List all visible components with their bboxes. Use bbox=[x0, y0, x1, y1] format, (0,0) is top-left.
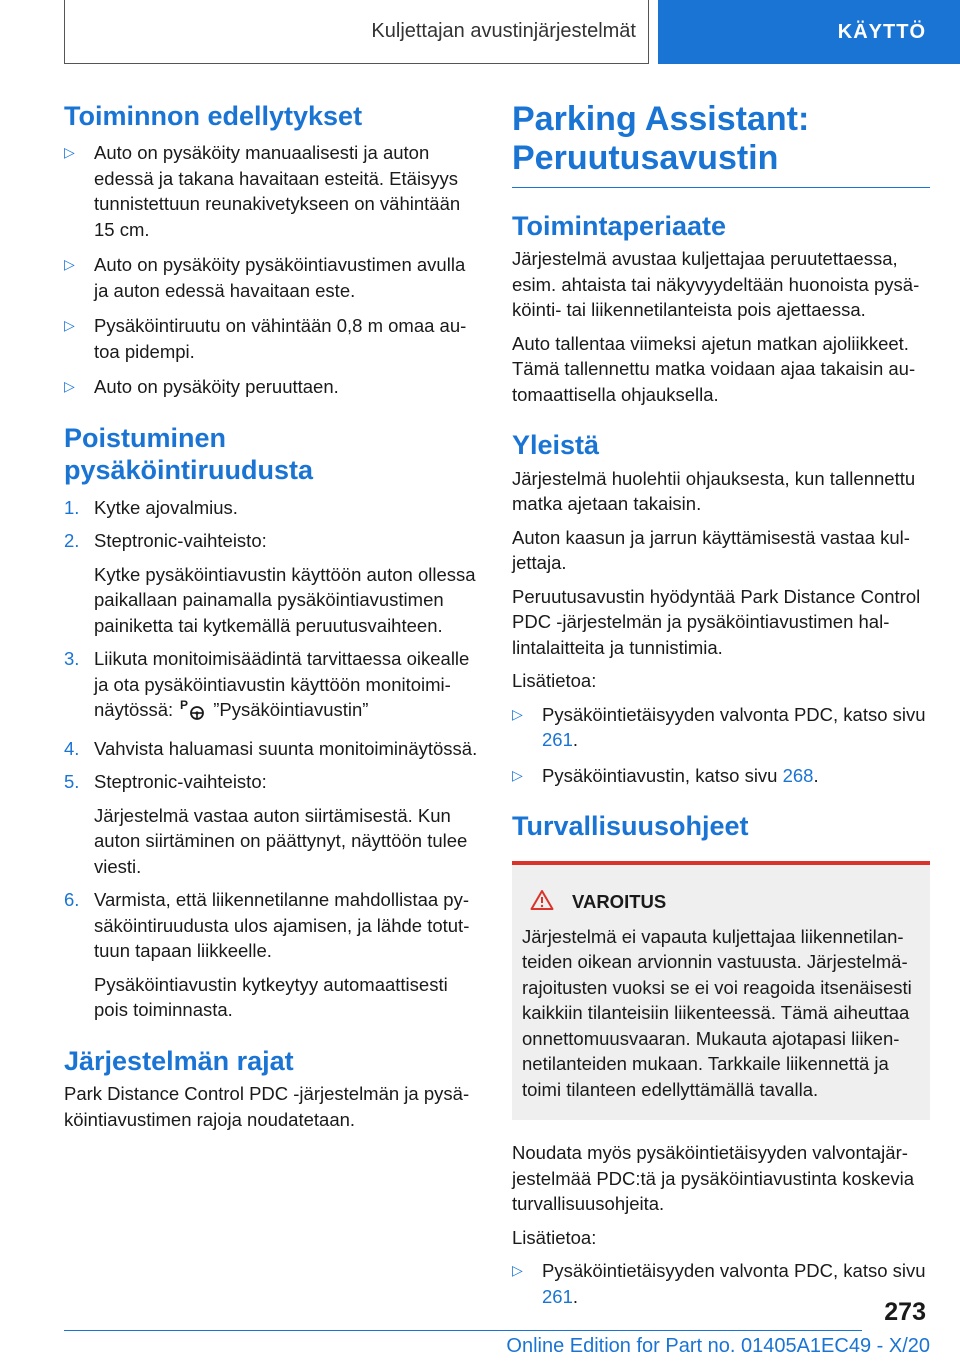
section-principle bbox=[512, 210, 930, 407]
section-exit-parking bbox=[64, 422, 482, 1023]
paragraph: Lisätietoa: bbox=[512, 1226, 597, 1248]
header-chapter-title: KÄYTTÖ bbox=[837, 20, 926, 43]
triangle-bullet-icon: ▷ bbox=[64, 144, 75, 161]
section-general bbox=[512, 429, 930, 788]
section-requirements bbox=[64, 100, 482, 400]
requirements-list bbox=[64, 140, 482, 400]
step-item: 4. Vahvista haluamasi suunta monitoiminäytössä. bbox=[64, 737, 478, 759]
page-number: 273 bbox=[884, 1298, 926, 1326]
paragraph: Järjestelmä huolehtii ohjauksesta, kun tallennettu matka ajetaan takaisin. bbox=[512, 467, 916, 515]
footer-divider bbox=[64, 1330, 862, 1331]
reference-list bbox=[512, 1258, 930, 1309]
warning-header bbox=[522, 889, 920, 916]
section-title: Toimintaperiaate bbox=[512, 210, 727, 241]
header-section-title: Kuljettajan avustinjärjestelmät bbox=[371, 20, 636, 42]
section-title: Turvallisuusohjeet bbox=[512, 811, 749, 842]
warning-text: Järjestelmä ei vapauta kuljettajaa liikennetilanteiden oikean arvionnin vastuusta. Järjestelmärajoitusten vuoksi se ei voi reagoida itsenäisesti kaikkiin tilanteisiin liikenteessä. Tämä aiheuttaa onnettomuusvaaran. Mukauta ajotapasi liikennetilanteiden mukaan. Tarkkaile liikennettä ja toimi tilanteen edellyttämällä tavalla. bbox=[522, 925, 912, 1100]
list-item: ▷ Pysäköintietäisyyden valvonta PDC, katso sivu 261. bbox=[512, 703, 926, 751]
steps-list bbox=[64, 495, 482, 1023]
right-column bbox=[512, 100, 930, 1319]
section-system-limits bbox=[64, 1045, 482, 1132]
page-link-261[interactable]: 261 bbox=[542, 1285, 573, 1307]
triangle-bullet-icon: ▷ bbox=[64, 317, 75, 334]
list-item: ▷ Pysäköintiruutu on vähintään 0,8 m omaa autoa pidempi. bbox=[64, 315, 467, 362]
step-item: 1. Kytke ajovalmius. bbox=[64, 496, 238, 518]
warning-title: VAROITUS bbox=[572, 891, 667, 913]
left-column bbox=[64, 100, 482, 1140]
header-section bbox=[64, 0, 649, 64]
list-item: ▷ Pysäköintietäisyyden valvonta PDC, katso sivu 261. bbox=[512, 1260, 926, 1307]
page-title: Parking Assistant: Peruutusavustin bbox=[512, 100, 810, 178]
list-item: ▷ Auto on pysäköity pysäköintiavustimen avulla ja auton edessä havaitaan este. bbox=[64, 254, 466, 301]
step-item: 6. Varmista, että liikennetilanne mahdollistaa pysäköintiruudusta ulos ajamisen, ja lähde totuttuun tapaan liikkeelle. Pysäköintiavustin kytkeytyy automaattisesti pois toiminnasta. bbox=[64, 889, 470, 1021]
section-safety bbox=[512, 810, 930, 1309]
parking-assistant-icon bbox=[179, 697, 207, 728]
warning-box bbox=[512, 861, 930, 1121]
paragraph: Park Distance Control PDC -järjestelmän ja pysäköintiavustimen rajoja noudatetaan. bbox=[64, 1083, 470, 1130]
paragraph: Järjestelmä avustaa kuljettajaa peruutettaessa, esim. ahtaista tai näkyvyydeltään huonoista pysäköinti- tai liikennetilanteista pois ajettaessa. bbox=[512, 248, 920, 321]
section-title: Yleistä bbox=[512, 430, 600, 461]
triangle-bullet-icon: ▷ bbox=[512, 766, 523, 783]
step-item: 5. Steptronic-vaihteisto: Järjestelmä vastaa auton siirtämisestä. Kun auton siirtäminen on päättynyt, näyttöön tulee viesti. bbox=[64, 771, 468, 877]
reference-list bbox=[512, 702, 930, 789]
section-title: Poistuminen pysäköintiruudusta bbox=[64, 422, 314, 486]
paragraph: Auto tallentaa viimeksi ajetun matkan ajoliikkeet. Tämä tallennettu matka voidaan ajaa takaisin automaattisella ohjauksella. bbox=[512, 332, 916, 405]
triangle-bullet-icon: ▷ bbox=[64, 378, 75, 395]
step-item: 2. Steptronic-vaihteisto: Kytke pysäköintiavustin käyttöön auton ollessa paikallaan painamalla pysäköintiavustimen painiketta tai kytkemällä peruutusvaihteen. bbox=[64, 530, 476, 636]
paragraph: Auton kaasun ja jarrun käyttämisestä vastaa kuljettaja. bbox=[512, 526, 910, 574]
section-title: Toiminnon edellytykset bbox=[64, 101, 363, 131]
step-item: 3. Liikuta monitoimisäädintä tarvittaessa oikealle ja ota pysäköintiavustin käyttöön monitoiminäytössä: P ”Pysäköintiavustin” bbox=[64, 646, 482, 728]
svg-text:P: P bbox=[180, 698, 189, 713]
page-link-261[interactable]: 261 bbox=[542, 729, 573, 751]
header-chapter-tab[interactable] bbox=[658, 0, 960, 64]
list-item: ▷ Auto on pysäköity peruuttaen. bbox=[64, 374, 482, 400]
footer-edition: Online Edition for Part no. 01405A1EC49 - X/20 bbox=[506, 1335, 930, 1357]
title-divider bbox=[512, 187, 930, 188]
triangle-bullet-icon: ▷ bbox=[512, 705, 523, 722]
page-link-268[interactable]: 268 bbox=[782, 764, 814, 786]
paragraph: Noudata myös pysäköintietäisyyden valvontajärjestelmää PDC:tä ja pysäköintiavustinta koskevia turvallisuusohjeita. bbox=[512, 1142, 915, 1215]
triangle-bullet-icon: ▷ bbox=[64, 256, 75, 273]
paragraph: Lisätietoa: bbox=[512, 670, 597, 692]
list-item: ▷ Pysäköintiavustin, katso sivu 268. bbox=[512, 763, 930, 789]
section-title: Järjestelmän rajat bbox=[64, 1045, 294, 1076]
warning-triangle-icon bbox=[530, 889, 572, 916]
list-item: ▷ Auto on pysäköity manuaalisesti ja auton edessä ja takana havaitaan esteitä. Etäisyys tunnistettuun reunakivetykseen on vähintään 15 cm. bbox=[64, 142, 461, 240]
paragraph: Peruutusavustin hyödyntää Park Distance Control PDC -järjestelmän ja pysäköintiavustimen hallintalaitteita ja tunnistimia. bbox=[512, 585, 921, 658]
triangle-bullet-icon: ▷ bbox=[512, 1262, 523, 1279]
